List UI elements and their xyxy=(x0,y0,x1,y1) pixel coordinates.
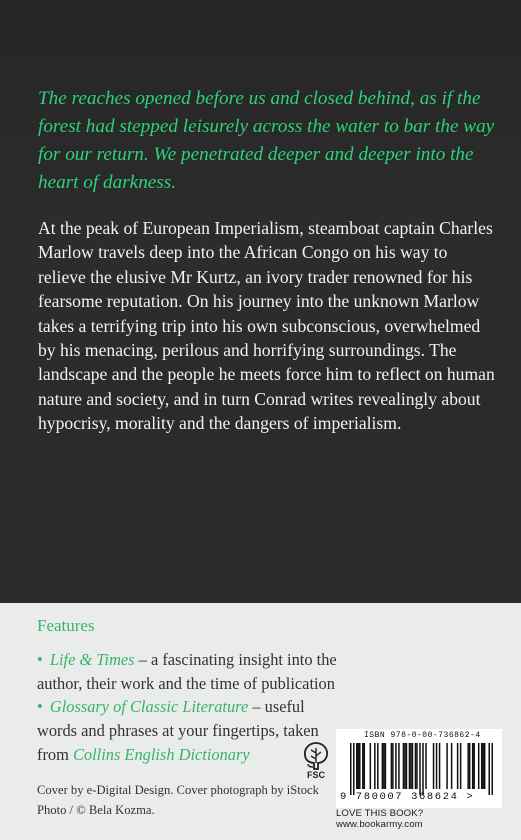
book-description: At the peak of European Imperialism, steamboat captain Charles Marlow travels deep into the African Congo on his way to relieve the elusive Mr Kurtz, an ivory trader renowned for his fearsome reputation. On his journey into the unknown Marlow takes a terrifying trip into his own subconscious, overwhelmed by his menacing, perilous and horrifying surroundings. The landscape and the people he meets force him to reflect on human nature and society, and in turn Conrad writes revealingly about hypocrisy, morality and the dangers of imperialism. xyxy=(38,218,495,434)
barcode-bar xyxy=(460,743,462,789)
barcode-bar xyxy=(451,743,453,789)
barcode-bar xyxy=(377,743,379,789)
pull-quote: The reaches opened before us and closed behind, as if the forest had stepped leisurely across the water to bar the way for our return. We penetrated deeper and deeper into the heart of darkness. xyxy=(38,88,495,193)
barcode-bar xyxy=(391,743,393,789)
barcode-bar xyxy=(481,743,483,789)
ean-digits: 9 780007 368624 > xyxy=(340,791,475,803)
barcode-bar xyxy=(446,743,448,789)
barcode-bar xyxy=(364,743,366,789)
bullet-icon: • xyxy=(37,697,43,716)
barcode-bar xyxy=(382,743,384,789)
barcode-bar xyxy=(484,743,486,789)
barcode-bar xyxy=(416,743,418,789)
barcode-bar xyxy=(403,743,405,789)
feature-item-glossary xyxy=(37,695,337,767)
barcode-bar xyxy=(385,743,387,789)
barcode-bar xyxy=(467,743,469,789)
barcode-bar xyxy=(439,743,441,789)
bookarmy-tagline: LOVE THIS BOOK? www.bookarmy.com xyxy=(336,808,424,830)
barcode-bar xyxy=(398,743,400,789)
feature-text: – useful words and phrases at your fingertips, taken from xyxy=(37,697,319,764)
feature-source: Collins English Dictionary xyxy=(72,745,250,764)
barcode-bar xyxy=(392,743,394,789)
barcode-bar xyxy=(433,743,435,789)
barcode-bar xyxy=(415,743,417,789)
barcode-bar xyxy=(409,743,411,789)
barcode-bar xyxy=(359,743,361,789)
barcode-bar xyxy=(488,743,490,795)
barcode-bar xyxy=(473,743,475,789)
barcode-bar xyxy=(482,743,484,789)
barcode-bar xyxy=(374,743,376,789)
barcode-bar xyxy=(469,743,471,789)
barcode-bar xyxy=(356,743,358,789)
isbn-number: ISBN 978-0-00-736862-4 xyxy=(364,731,481,740)
barcode-bar xyxy=(383,743,385,789)
barcode-bar xyxy=(457,743,459,789)
barcode-bar xyxy=(404,743,406,789)
barcode-bar xyxy=(410,743,412,789)
barcode-bar xyxy=(425,743,427,789)
barcode-bar xyxy=(353,743,355,795)
barcode-bar xyxy=(395,743,397,789)
fsc-label: FSC xyxy=(307,770,325,780)
barcode-bar xyxy=(406,743,408,789)
barcode-bar xyxy=(472,743,474,789)
barcode-bar xyxy=(358,743,360,789)
feature-item-life-and-times xyxy=(37,648,337,696)
barcode-bar xyxy=(419,743,421,795)
bullet-icon: • xyxy=(37,650,43,669)
cover-credit: Cover by e-Digital Design. Cover photograph by iStock Photo / © Bela Kozma. xyxy=(37,783,319,817)
barcode-icon xyxy=(350,743,493,795)
barcode-bar xyxy=(350,743,352,795)
barcode-bar xyxy=(436,743,438,789)
feature-title: Life & Times xyxy=(49,650,135,669)
barcode-bar xyxy=(370,743,372,789)
feature-text: – a fascinating insight into the author, their work and the time of publication xyxy=(37,650,337,693)
barcode-bar xyxy=(412,743,414,789)
feature-title: Glossary of Classic Literature xyxy=(49,697,249,716)
features-heading: Features xyxy=(37,616,95,635)
barcode-bar xyxy=(362,743,364,789)
barcode-bar xyxy=(478,743,480,789)
barcode-bar xyxy=(422,743,424,795)
barcode-bar xyxy=(491,743,493,795)
